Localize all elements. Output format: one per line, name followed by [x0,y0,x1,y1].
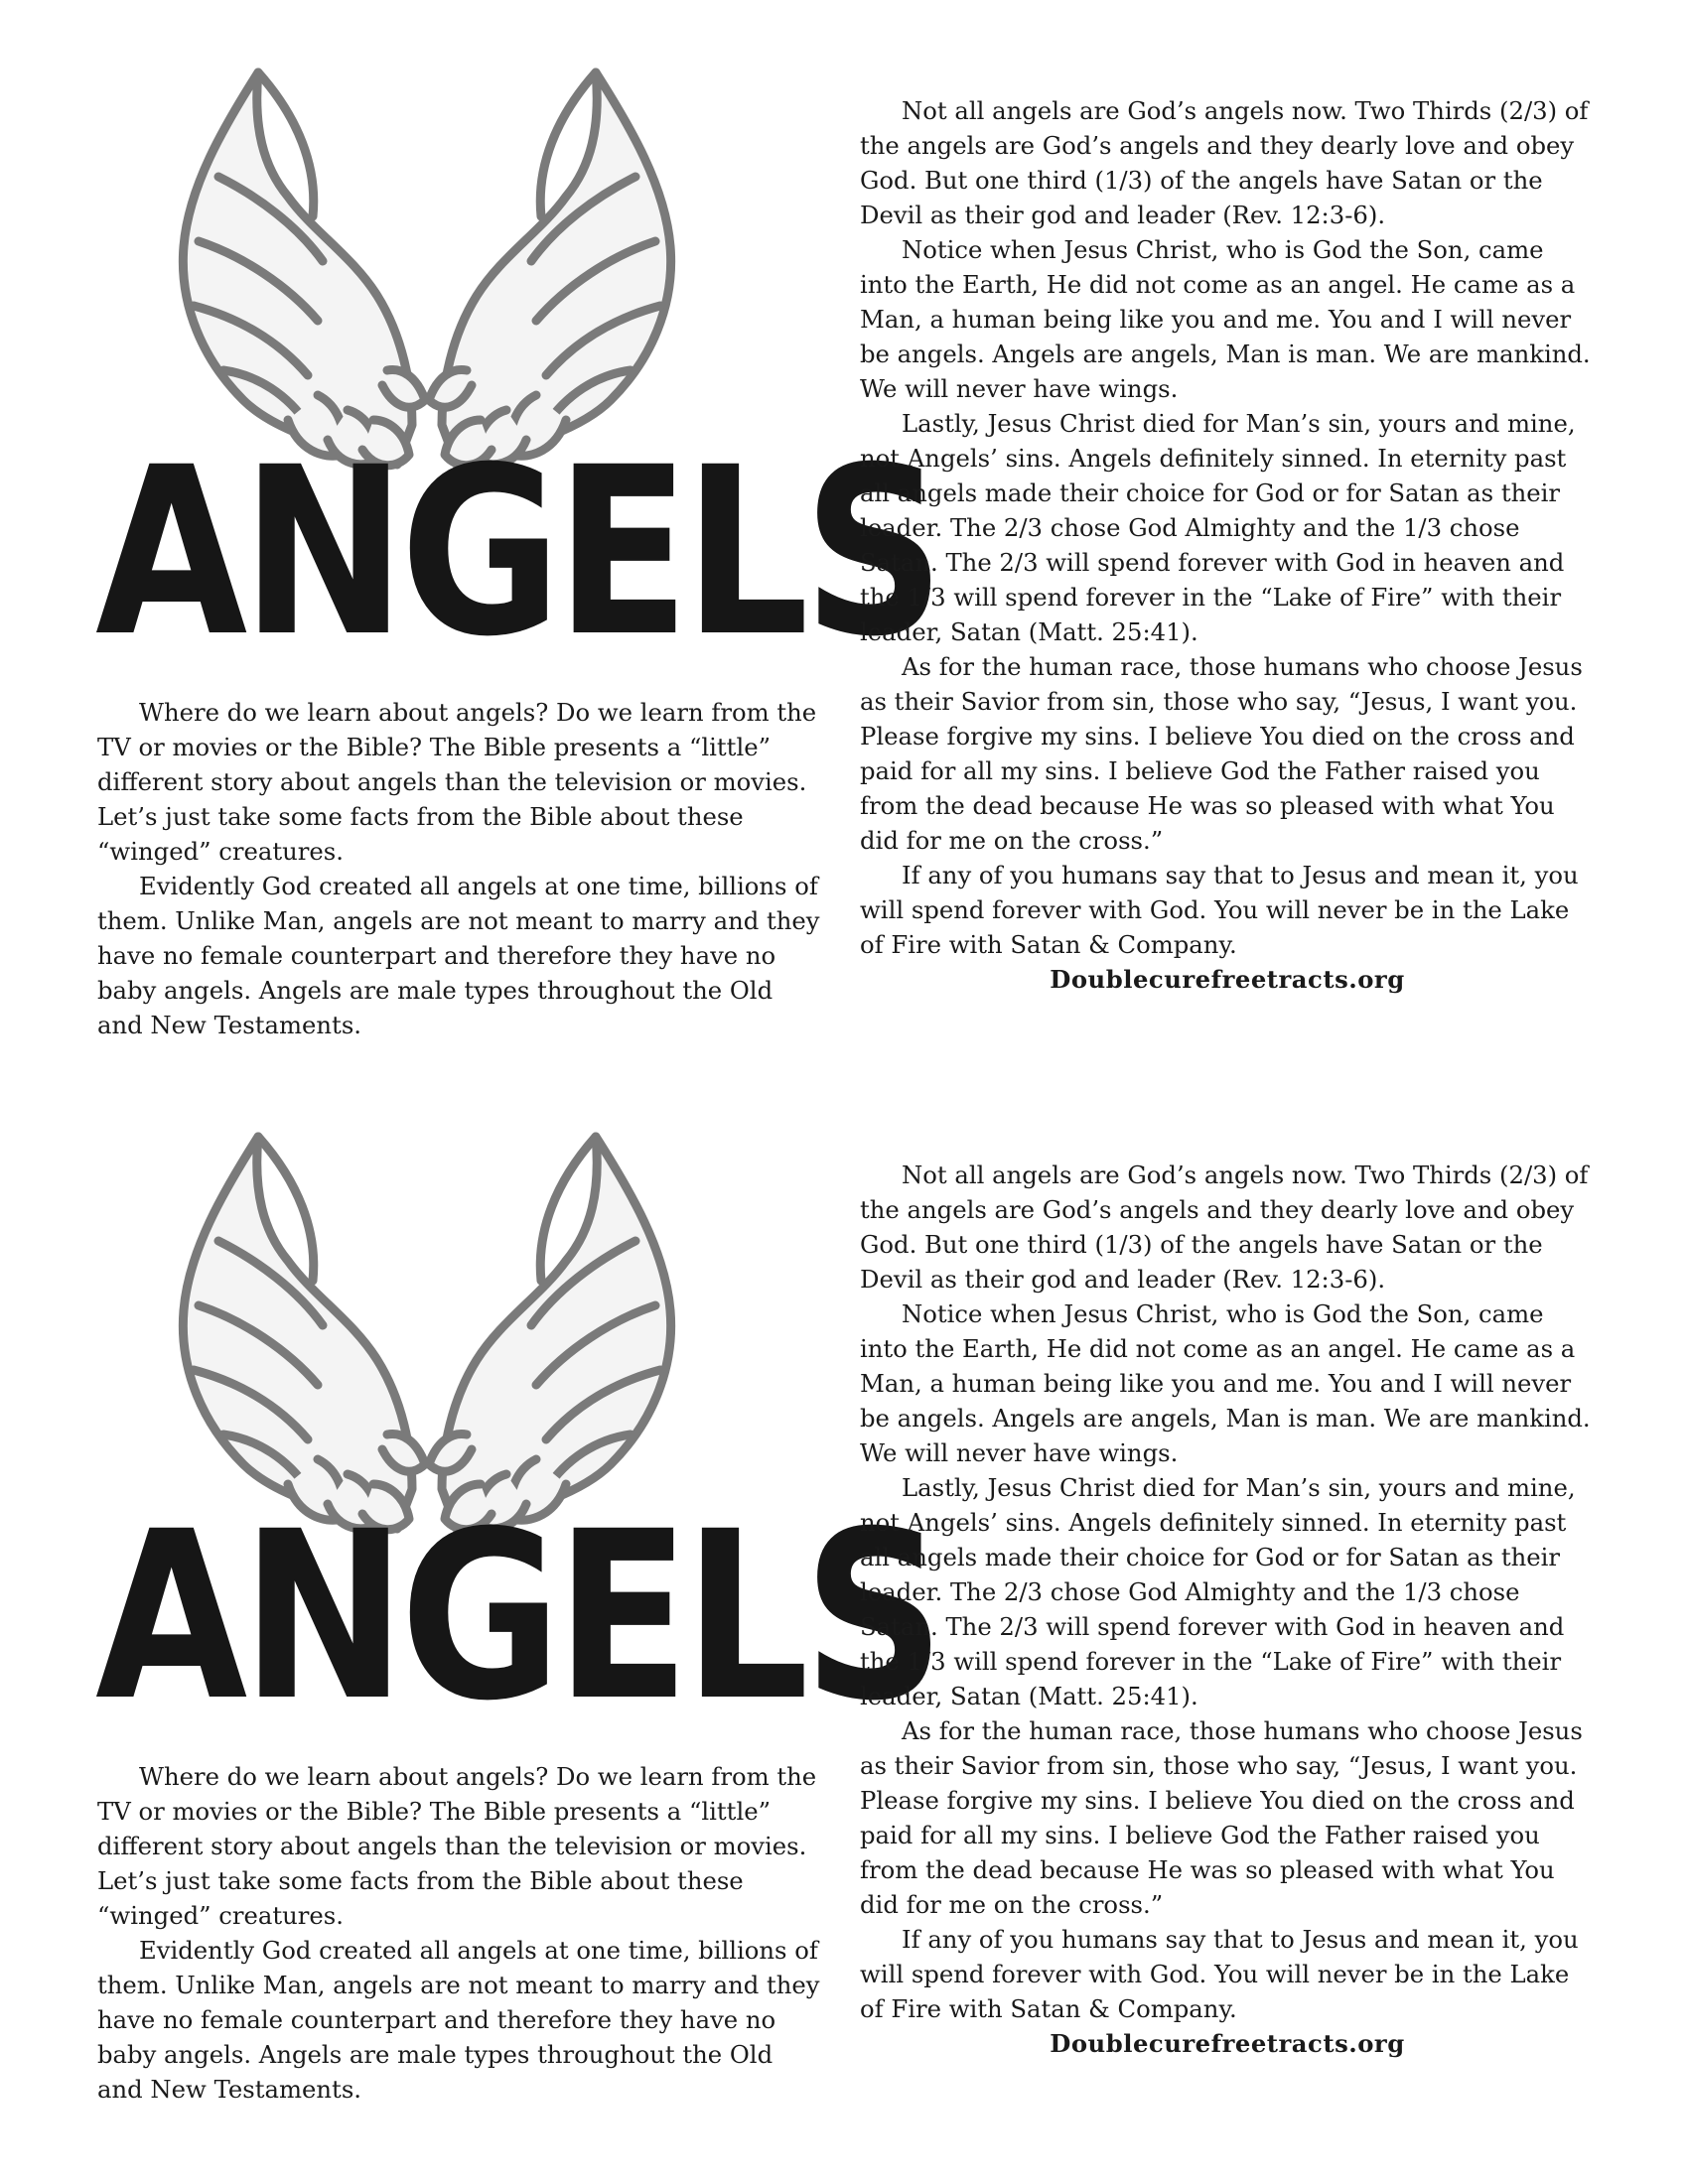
paragraph: Notice when Jesus Christ, who is God the Son, came into the Earth, He did not come as an angel. He came as a Man, a human being like you and me. You and I will never be angels. Angels are angels, Man is man. We are mankind. We will never have wings. [860,1299,1591,1467]
left-column-text [97,1759,822,2107]
website-url: Doublecurefreetracts.org [1050,2029,1405,2058]
paragraph: Lastly, Jesus Christ died for Man’s sin, yours and mine, not Angels’ sins. Angels definitely sinned. In eternity past all angels made their choice for God or for Satan as their leader. The 2/3 chose God Almighty and the 1/3 chose Satan. The 2/3 will spend forever with God in heaven and the 1/3 will spend forever in the “Lake of Fire” with their leader, Satan (Matt. 25:41). [860,409,1576,646]
paragraph: Where do we learn about angels? Do we learn from the TV or movies or the Bible? The Bible presents a “little” different story about angels than the television or movies. Let’s just take some facts from the Bible about these “winged” creatures. [97,1762,817,1930]
paragraph: As for the human race, those humans who choose Jesus as their Savior from sin, those who say, “Jesus, I want you. Please forgive my sins. I believe You died on the cross and paid for all my sins. I believe God the Father raised you from the dead because He was so pleased with what You did for me on the cross.” [860,1716,1583,1919]
paragraph: Evidently God created all angels at one time, billions of them. Unlike Man, angels are not meant to marry and they have no female counterpart and therefore they have no baby angels. Angels are male types throughout the Old and New Testaments. [97,872,820,1039]
paragraph: As for the human race, those humans who choose Jesus as their Savior from sin, those who say, “Jesus, I want you. Please forgive my sins. I believe You died on the cross and paid for all my sins. I believe God the Father raised you from the dead because He was so pleased with what You did for me on the cross.” [860,652,1583,855]
paragraph: Not all angels are God’s angels now. Two Thirds (2/3) of the angels are God’s angels and they dearly love and obey God. But one third (1/3) of the angels have Satan or the Devil as their god and leader (Rev. 12:3-6). [860,96,1589,229]
paragraph: If any of you humans say that to Jesus and mean it, you will spend forever with God. You will never be in the Lake of Fire with Satan & Company. [860,1925,1579,2023]
paragraph: Lastly, Jesus Christ died for Man’s sin, yours and mine, not Angels’ sins. Angels definitely sinned. In eternity past all angels made their choice for God or for Satan as their leader. The 2/3 chose God Almighty and the 1/3 chose Satan. The 2/3 will spend forever with God in heaven and the 1/3 will spend forever in the “Lake of Fire” with their leader, Satan (Matt. 25:41). [860,1473,1576,1710]
website-url: Doublecurefreetracts.org [1050,965,1405,994]
paragraph: If any of you humans say that to Jesus and mean it, you will spend forever with God. You will never be in the Lake of Fire with Satan & Company. [860,861,1579,959]
tract-title: ANGELS [95,416,939,688]
tract-top [0,0,1688,1067]
angel-wings-illustration [149,1122,705,1539]
right-column-text [860,93,1595,997]
paragraph: Evidently God created all angels at one time, billions of them. Unlike Man, angels are not meant to marry and they have no female counterpart and therefore they have no baby angels. Angels are male types throughout the Old and New Testaments. [97,1936,820,2104]
tract-bottom [0,1064,1688,2131]
angel-wings-illustration [149,58,705,475]
right-column-text [860,1158,1595,2061]
left-column-text [97,695,822,1042]
wings-icon [149,58,705,475]
paragraph: Not all angels are God’s angels now. Two Thirds (2/3) of the angels are God’s angels and they dearly love and obey God. But one third (1/3) of the angels have Satan or the Devil as their god and leader (Rev. 12:3-6). [860,1160,1589,1294]
paragraph: Where do we learn about angels? Do we learn from the TV or movies or the Bible? The Bible presents a “little” different story about angels than the television or movies. Let’s just take some facts from the Bible about these “winged” creatures. [97,698,817,866]
wings-icon [149,1122,705,1539]
paragraph: Notice when Jesus Christ, who is God the Son, came into the Earth, He did not come as an angel. He came as a Man, a human being like you and me. You and I will never be angels. Angels are angels, Man is man. We are mankind. We will never have wings. [860,235,1591,403]
tract-title: ANGELS [95,1480,939,1752]
